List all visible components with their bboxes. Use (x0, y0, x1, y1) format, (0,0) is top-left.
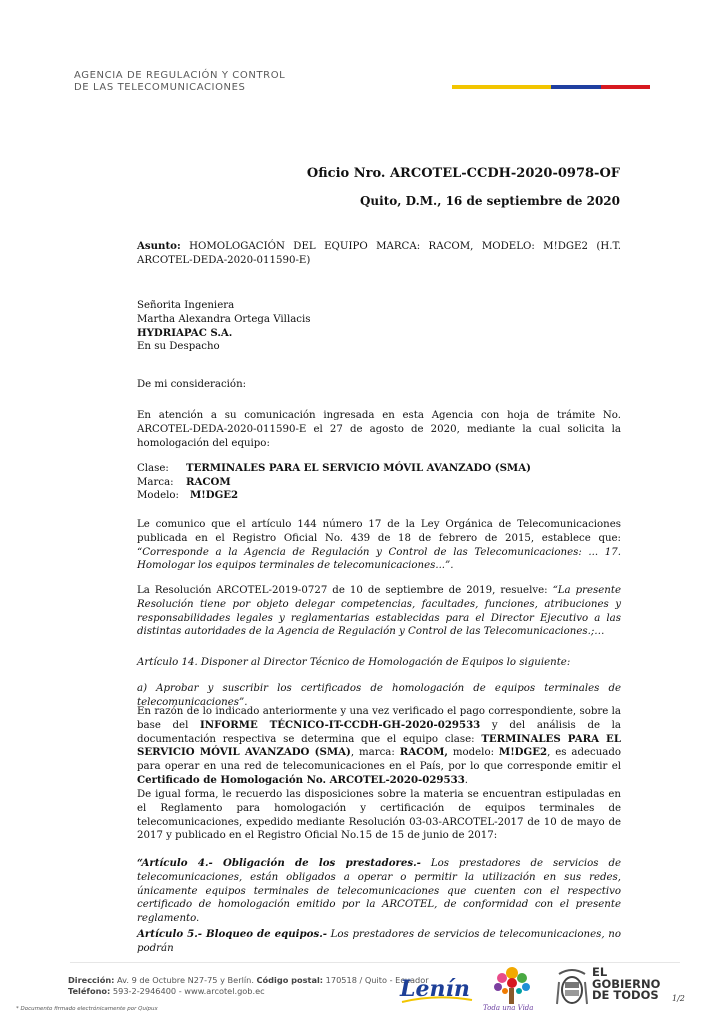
oficio-number: Oficio Nro. ARCOTEL-CCDH-2020-0978-OF (306, 166, 620, 181)
asunto-label: Asunto: (137, 240, 181, 252)
document-date: Quito, D.M., 16 de septiembre de 2020 (359, 194, 620, 208)
postal-value: 170518 / Quito - Ecuador (323, 975, 429, 985)
equipment-model-row (137, 489, 621, 503)
salutation: De mi consideración: (137, 379, 247, 390)
class-value: TERMINALES PARA EL SERVICIO MÓVIL AVANZADO (SMA) (186, 462, 531, 474)
gob-line2: GOBIERNO (592, 976, 661, 991)
paragraph-resolution-text: La Resolución ARCOTEL-2019-0727 de 10 de septiembre de 2019, resuelve: (137, 585, 553, 596)
ecuador-coat-of-arms-icon (555, 966, 589, 1010)
det-class: TERMINALES PARA EL SERVICIO MÓVIL AVANZADO (SMA) (137, 732, 621, 759)
page-number: 1/2 (672, 994, 685, 1003)
paragraph-determination (137, 705, 621, 788)
paragraph-resolution-quote: “La presente Resolución tiene por objeto delegar competencias, facultades, funciones, atribuciones y responsabilidades legales y reglamentarias establecidas para el Director Ejecutivo a las distintas autoridades de la Agencia de Regulación y Control de las Telecomunicaciones.;… (137, 585, 621, 638)
postal-label: Código postal: (256, 975, 324, 985)
recipient-office: En su Despacho (137, 341, 220, 353)
flag-blue (551, 85, 601, 89)
brand-label: Marca: (137, 476, 174, 488)
flag-stripe (452, 85, 650, 89)
paragraph-regulation: De igual forma, le recuerdo las disposiciones sobre la materia se encuentran estipuladas en el Reglamento para homologación y certificación de equipos terminales de telecomunicaciones, expedido mediante Resolución 03-03-ARCOTEL-2017 de 10 de mayo de 2017 y publicado en el Registro Oficial No.15 de 15 de junio de 2017: (137, 789, 621, 842)
det-text-4: modelo: (447, 747, 499, 759)
phone-line (68, 986, 429, 997)
address-label: Dirección: (68, 975, 115, 985)
det-text-3: , marca: (350, 747, 400, 759)
gobierno-de-todos-logo (592, 967, 660, 1002)
flag-red (601, 85, 651, 89)
paragraph-intro: En atención a su comunicación ingresada en esta Agencia con hoja de trámite No. ARCOTEL-DEDA-2020-011590-E el 27 de agosto de 2020, mediante la cual solicita la homologación del equipo: (137, 410, 621, 449)
lenin-logo (396, 968, 476, 1010)
det-text-2: y del análisis de la documentación respectiva se determina que el equipo clase: (137, 719, 622, 745)
article-4 (137, 857, 621, 926)
address-value: Av. 9 de Octubre N27-75 y Berlín. (114, 975, 257, 985)
paragraph-law (137, 518, 621, 573)
article-5-title: Artículo 5.- Bloqueo de equipos.- (137, 928, 327, 940)
article-4-title: “Artículo 4.- Obligación de los prestadores.- (137, 857, 421, 869)
agency-name-line2: DE LAS TELECOMUNICACIONES (74, 82, 246, 93)
model-value: M!DGE2 (190, 489, 239, 502)
det-text-6: . (464, 774, 469, 786)
recipient-company: HYDRIAPAC S.A. (137, 326, 233, 339)
lenin-logo-text: Lenín (400, 976, 470, 1002)
toda-una-vida-text: Toda una Vida (483, 1004, 534, 1012)
electronic-signature-note: * Documento firmado electrónicamente por Quipux (16, 1006, 158, 1012)
article-14-item-a: a) Aprobar y suscribir los certificados de homologación de equipos terminales de telecomunicaciones”. (137, 683, 621, 708)
model-label: Modelo: (137, 490, 179, 502)
article-5 (137, 928, 621, 956)
det-text-5: , es adecuado para operar en una red de telecomunicaciones en el País, por lo que corresponde emitir el (137, 747, 622, 773)
certificate-number: Certificado de Homologación No. ARCOTEL-2020-029533 (137, 773, 465, 786)
det-model: M!DGE2 (498, 746, 548, 759)
paragraph-law-text: Le comunico que el artículo 144 número 17 de la Ley Orgánica de Telecomunicaciones publicada en el Registro Oficial No. 439 de 18 de febrero de 2015, establece que: (137, 519, 621, 544)
recipient-name: Martha Alexandra Ortega Villacis (137, 313, 311, 325)
article-5-text: Los prestadores de servicios de telecomunicaciones, no podrán (137, 929, 621, 954)
agency-name-line1: AGENCIA DE REGULACIÓN Y CONTROL (74, 70, 286, 81)
phone-value: 593-2-2946400 - www.arcotel.gob.ec (110, 986, 265, 996)
asunto (137, 240, 621, 268)
article-4-text: Los prestadores de servicios de telecomunicaciones, están obligados a operar o permitir la utilización en sus redes, únicamente equipos terminales de telecomunicaciones que cuenten con el respectivo certificado de homologación emitido por la ARCOTEL, de conformidad con el presente reglamento. (137, 858, 621, 925)
class-label: Clase: (137, 463, 169, 474)
det-brand: RACOM, (399, 746, 448, 759)
gob-line1: EL (592, 965, 608, 979)
address-line (68, 975, 429, 986)
asunto-text: HOMOLOGACIÓN DEL EQUIPO MARCA: RACOM, MODELO: M!DGE2 (H.T. ARCOTEL-DEDA-2020-011590-E) (137, 241, 621, 266)
det-text-1: En razón de lo indicado anteriormente y una vez verificado el pago correspondiente, sobre la base del (137, 706, 621, 731)
technical-report-id: INFORME TÉCNICO-IT-CCDH-GH-2020-029533 (200, 718, 481, 731)
footer-address (68, 975, 429, 997)
equipment-class-row (137, 462, 621, 476)
phone-label: Teléfono: (68, 986, 111, 996)
gob-line3: DE TODOS (592, 988, 659, 1002)
recipient-block (137, 299, 621, 354)
article-14: Artículo 14. Disponer al Director Técnico de Homologación de Equipos lo siguiente: (137, 657, 571, 668)
equipment-block (137, 462, 621, 503)
footer-divider (70, 962, 680, 963)
recipient-title: Señorita Ingeniera (137, 300, 235, 311)
brand-value: RACOM (186, 475, 231, 488)
paragraph-law-quote: “Corresponde a la Agencia de Regulación y Control de las Telecomunicaciones: ... 17. Homologar los equipos terminales de telecomunicaciones...”. (137, 546, 621, 572)
paragraph-resolution (137, 584, 621, 639)
agency-name (74, 70, 285, 94)
flag-yellow (452, 85, 551, 89)
equipment-brand-row (137, 476, 621, 490)
